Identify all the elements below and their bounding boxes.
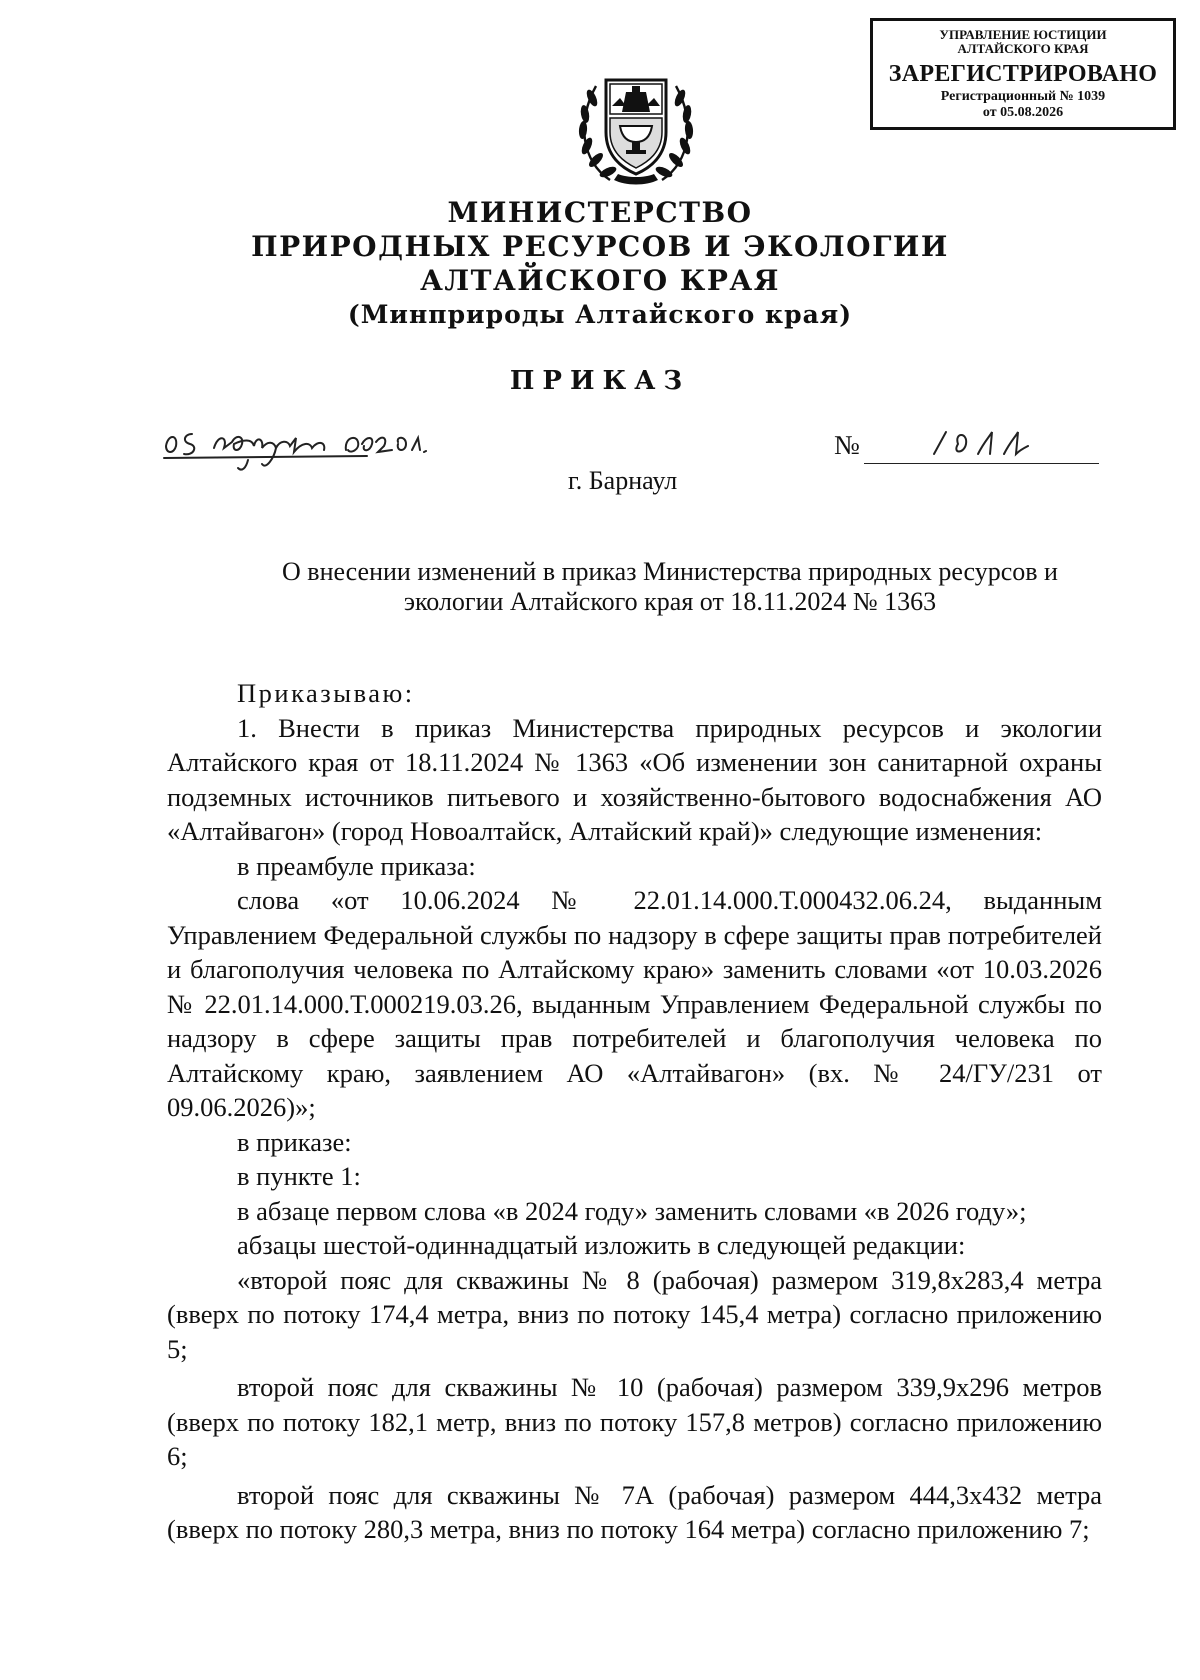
paragraph: второй пояс для скважины № 10 (рабочая) размером 339,9x296 метров (вверх по потоку 182,1 метр, вниз по потоку 157,8 метров) согласно приложению 6;: [167, 1372, 1102, 1471]
paragraph-order-intro: Приказываю:: [237, 678, 415, 708]
document-type: ПРИКАЗ: [509, 366, 691, 396]
paragraph: в приказе:: [237, 1126, 352, 1157]
handwritten-order-number: [928, 424, 1038, 468]
ministry-title-line-1: МИНИСТЕРСТВО: [447, 196, 753, 229]
ministry-title-line-3: АЛТАЙСКОГО КРАЯ: [420, 264, 780, 297]
registration-stamp: [870, 18, 1176, 130]
paragraph: 1. Внести в приказ Министерства природных ресурсов и экологии Алтайского края от 18.11.2024 № 1363 «Об изменении зон санитарной охраны подземных источников питьевого и хозяйственно-бытового водоснабжения АО «Алтайвагон» (город Новоалтайск, Алтайский край)» следующие изменения:: [167, 712, 1102, 846]
ministry-title-line-2: ПРИРОДНЫХ РЕСУРСОВ И ЭКОЛОГИИ: [251, 230, 949, 263]
paragraph: «второй пояс для скважины № 8 (рабочая) размером 319,8x283,4 метра (вверх по потоку 174,4 метра, вниз по потоку 145,4 метра) согласно приложению 5;: [167, 1264, 1102, 1364]
stamp-reg-date: от 05.08.2026: [982, 105, 1064, 120]
ministry-short-name: (Минприроды Алтайского края): [347, 300, 853, 329]
stamp-line-1: УПРАВЛЕНИЕ ЮСТИЦИИ: [939, 27, 1107, 42]
order-number-label: №: [834, 430, 860, 460]
stamp-reg-number: Регистрационный № 1039: [940, 89, 1106, 104]
stamp-title: ЗАРЕГИСТРИРОВАНО: [888, 61, 1158, 87]
paragraph: второй пояс для скважины № 7А (рабочая) размером 444,3x432 метра (вверх по потоку 280,3 метра, вниз по потоку 164 метра) согласно приложению 7;: [167, 1479, 1102, 1544]
paragraph: слова «от 10.06.2024 № 22.01.14.000.Т.000432.06.24, выданным Управлением Федеральной службы по надзору в сфере защиты прав потребителей и благополучия человека по Алтайскому краю» заменить словами «от 10.03.2026 № 22.01.14.000.Т.000219.03.26, выданным Управлением Федеральной службы по надзору в сфере защиты прав потребителей и благополучия человека по Алтайскому краю, заявлением АО «Алтайвагон» (вх. № 24/ГУ/231 от 09.06.2026)»;: [167, 885, 1102, 1122]
altai-coat-of-arms-icon: [570, 62, 702, 192]
city: г. Барнаул: [568, 466, 678, 495]
handwritten-date: [162, 424, 432, 474]
paragraph: в преамбуле приказа:: [237, 850, 476, 881]
order-subject: О внесении изменений в приказ Министерства природных ресурсов и экологии Алтайского края от 18.11.2024 № 1363: [282, 557, 1058, 616]
paragraph: абзацы шестой-одиннадцатый изложить в следующей редакции:: [237, 1230, 966, 1260]
paragraph: в абзаце первом слова «в 2024 году» заменить словами «в 2026 году»;: [237, 1195, 1027, 1226]
order-body: [167, 676, 1102, 1547]
paragraph: в пункте 1:: [237, 1161, 361, 1191]
stamp-line-2: АЛТАЙСКОГО КРАЯ: [957, 41, 1089, 56]
